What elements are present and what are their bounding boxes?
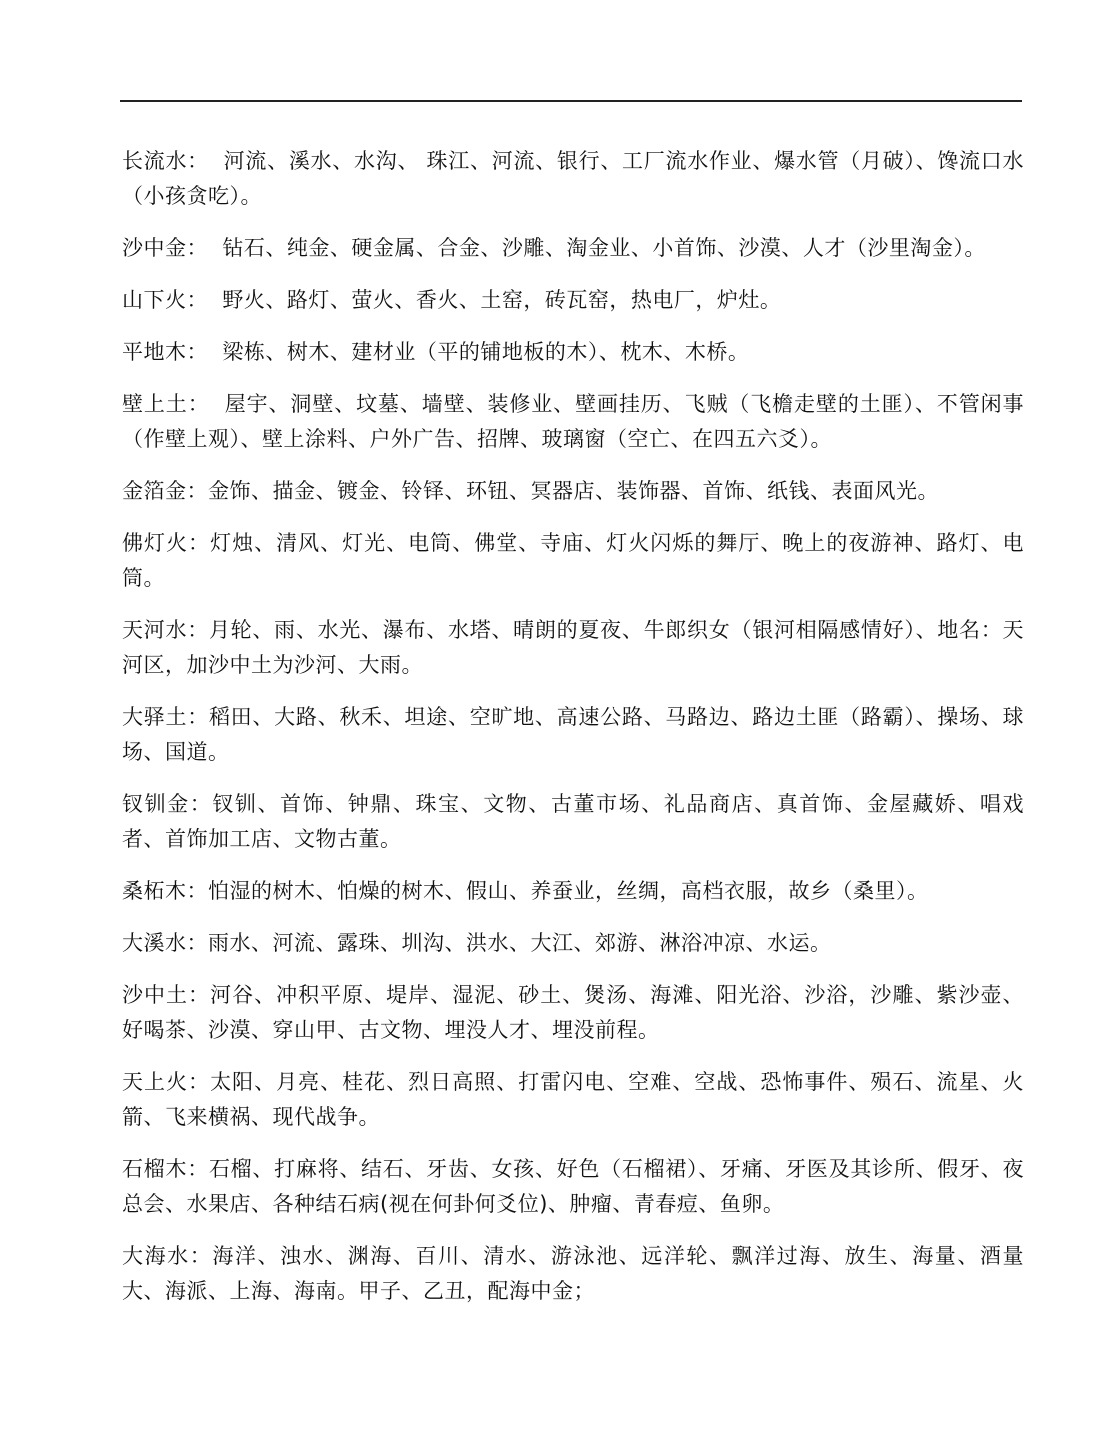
entry-description: 石榴、打麻将、结石、牙齿、女孩、好色（石榴裙）、牙痛、牙医及其诊所、假牙、夜总会、水果店、各种结石病(视在何卦何爻位)、肿瘤、青春痘、鱼卵。	[122, 1157, 1025, 1216]
entry-description: 月轮、雨、水光、瀑布、水塔、晴朗的夏夜、牛郎织女（银河相隔感情好）、地名：天河区，加沙中土为沙河、大雨。	[122, 618, 1025, 677]
entry-term: 壁上土：	[122, 392, 210, 416]
entry-term: 沙中金：	[122, 236, 208, 260]
entry-description: 野火、路灯、萤火、香火、土窑，砖瓦窑，热电厂，炉灶。	[208, 288, 782, 312]
entry-term: 天河水：	[122, 618, 209, 642]
entry-jinbojin	[122, 474, 1024, 509]
entry-term: 沙中土：	[122, 983, 211, 1007]
entry-list	[122, 144, 1024, 1326]
entry-description: 河谷、冲积平原、堤岸、湿泥、砂土、煲汤、海滩、阳光浴、沙浴，沙雕、紫沙壶、好喝茶、沙漠、穿山甲、古文物、埋没人才、埋没前程。	[122, 983, 1025, 1042]
entry-term: 大驿土：	[122, 705, 209, 729]
entry-term: 桑柘木：	[122, 879, 208, 903]
entry-term: 金箔金：	[122, 479, 208, 503]
entry-dayitu	[122, 700, 1024, 770]
entry-shiliumu	[122, 1152, 1024, 1222]
header-rule	[120, 100, 1022, 102]
entry-term: 大溪水：	[122, 931, 208, 955]
entry-chaichuanjin	[122, 787, 1024, 857]
entry-term: 钗钏金：	[122, 792, 213, 816]
entry-term: 长流水：	[122, 149, 209, 173]
entry-tianheshui	[122, 613, 1024, 683]
entry-shanxiahuo	[122, 283, 1024, 318]
entry-description: 稻田、大路、秋禾、坦途、空旷地、高速公路、马路边、路边土匪（路霸）、操场、球场、国道。	[122, 705, 1025, 764]
entry-description: 太阳、月亮、桂花、烈日高照、打雷闪电、空难、空战、恐怖事件、殒石、流星、火箭、飞来横祸、现代战争。	[122, 1070, 1025, 1129]
entry-description: 钗钏、首饰、钟鼎、珠宝、文物、古董市场、礼品商店、真首饰、金屋藏娇、唱戏者、首饰加工店、文物古董。	[122, 792, 1025, 851]
entry-shazhongjin	[122, 231, 1024, 266]
entry-description: 灯烛、清风、灯光、电筒、佛堂、寺庙、灯火闪烁的舞厅、晚上的夜游神、路灯、电筒。	[122, 531, 1025, 590]
entry-term: 平地木：	[122, 340, 208, 364]
entry-fodenghuo	[122, 526, 1024, 596]
entry-description: 钻石、纯金、硬金属、合金、沙雕、淘金业、小首饰、沙漠、人才（沙里淘金）。	[208, 236, 986, 260]
entry-pingdimu	[122, 335, 1024, 370]
entry-description: 屋宇、洞壁、坟墓、墙壁、装修业、壁画挂历、飞贼（飞檐走壁的土匪）、不管闲事（作壁上观）、壁上涂料、户外广告、招牌、玻璃窗（空亡、在四五六爻）。	[122, 392, 1024, 451]
entry-description: 海洋、浊水、渊海、百川、清水、游泳池、远洋轮、飘洋过海、放生、海量、酒量大、海派、上海、海南。甲子、乙丑，配海中金；	[122, 1244, 1025, 1303]
entry-daxishui	[122, 926, 1024, 961]
entry-sangzhemu	[122, 874, 1024, 909]
entry-description: 金饰、描金、镀金、铃铎、环钮、冥器店、装饰器、首饰、纸钱、表面风光。	[208, 479, 939, 503]
entry-bishangtu	[122, 387, 1024, 457]
entry-description: 怕湿的树木、怕燥的树木、假山、养蚕业，丝绸，高档衣服，故乡（桑里）。	[208, 879, 929, 903]
entry-description: 梁栋、树木、建材业（平的铺地板的木）、枕木、木桥。	[208, 340, 750, 364]
entry-description: 河流、溪水、水沟、 珠江、河流、银行、工厂流水作业、爆水管（月破）、馋流口水（小孩贪吃）。	[122, 149, 1025, 208]
entry-term: 天上火：	[122, 1070, 211, 1094]
entry-term: 山下火：	[122, 288, 208, 312]
entry-dahaishui	[122, 1239, 1024, 1309]
entry-term: 佛灯火：	[122, 531, 211, 555]
entry-tianshanghuo	[122, 1065, 1024, 1135]
entry-description: 雨水、河流、露珠、圳沟、洪水、大江、郊游、淋浴冲凉、水运。	[208, 931, 832, 955]
entry-term: 大海水：	[122, 1244, 213, 1268]
entry-term: 石榴木：	[122, 1157, 209, 1181]
entry-changliushui	[122, 144, 1024, 214]
entry-shazhongtu	[122, 978, 1024, 1048]
